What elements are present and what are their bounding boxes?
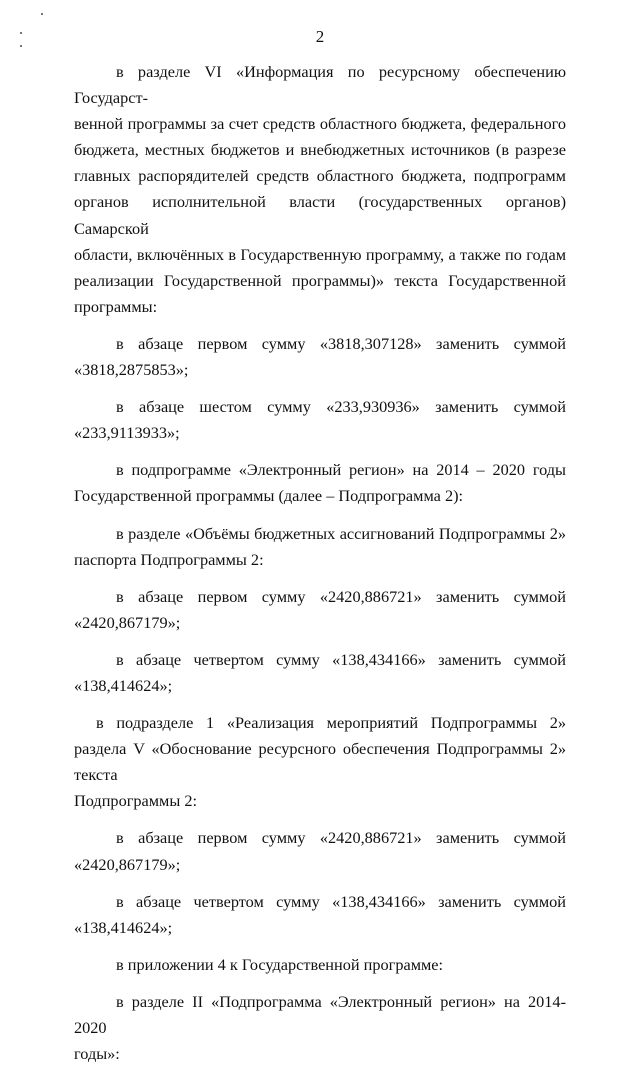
text-line: годы»: [74,1044,120,1064]
paragraph-section-ii [74,989,566,1067]
text-line: в подразделе 1 «Реализация мероприятий Подпрограммы 2» [96,713,566,733]
text-line: в разделе II «Подпрограмма «Электронный регион» на 2014-2020 [74,991,566,1037]
text-line: органов исполнительной власти (государственных органов) Самарской [74,192,566,238]
text-line: в разделе VI «Информация по ресурсному обеспечению Государст- [74,62,566,108]
paragraph-amount-first [74,331,566,383]
text-line: «2420,867179»; [74,854,181,874]
text-line: главных распорядителей средств областного бюджета, подпрограмм [74,166,566,186]
paragraph-section-vi [74,59,566,320]
paragraph-amount-fourth-text [74,889,566,941]
text-line: паспорта Подпрограммы 2: [74,549,264,569]
text-line: венной программы за счет средств областного бюджета, федерального [74,114,566,134]
text-line: Подпрограммы 2: [74,791,198,811]
text-line: раздела V «Обоснование ресурсного обеспечения Подпрограммы 2» текста [74,739,566,785]
text-line: в разделе «Объёмы бюджетных ассигнований Подпрограммы 2» [116,523,566,543]
paragraph-amount-fourth-sp2 [74,647,566,699]
text-line: «138,414624»; [74,917,173,937]
text-line: в абзаце первом сумму «3818,307128» заменить суммой [116,333,566,353]
text-line: Государственной программы (далее – Подпрограмма 2): [74,486,464,506]
paragraph-subsection-1 [74,710,566,814]
text-line: в абзаце первом сумму «2420,886721» заменить суммой [116,828,566,848]
paragraph-passport-section [74,521,566,573]
text-line: «2420,867179»; [74,612,181,632]
paragraph-amount-first-text [74,825,566,877]
paragraph-appendix-4 [74,952,566,978]
text-line: в абзаце четвертом сумму «138,434166» заменить суммой [116,649,566,669]
document-body [74,59,566,1067]
text-line: «3818,2875853»; [74,360,189,380]
text-line: программы: [74,296,158,316]
text-line: в абзаце четвертом сумму «138,434166» заменить суммой [116,891,566,911]
scan-artifact [41,13,43,15]
text-line: в абзаце первом сумму «2420,886721» заменить суммой [116,586,566,606]
text-line: бюджета, местных бюджетов и внебюджетных источников (в разрезе [74,140,566,160]
paragraph-amount-sixth [74,394,566,446]
text-line: реализации Государственной программы)» текста Государственной [74,270,566,290]
page-number: 2 [315,27,325,46]
text-line: в подпрограмме «Электронный регион» на 2014 – 2020 годы [116,460,566,480]
text-line: «138,414624»; [74,675,173,695]
paragraph-subprogram-2 [74,457,566,509]
paragraph-amount-first-sp2 [74,584,566,636]
text-line: области, включённых в Государственную программу, а также по годам [74,244,566,264]
text-line: «233,9113933»; [74,423,180,443]
text-line: в абзаце шестом сумму «233,930936» заменить суммой [116,397,566,417]
text-line: в приложении 4 к Государственной программе: [116,954,444,974]
